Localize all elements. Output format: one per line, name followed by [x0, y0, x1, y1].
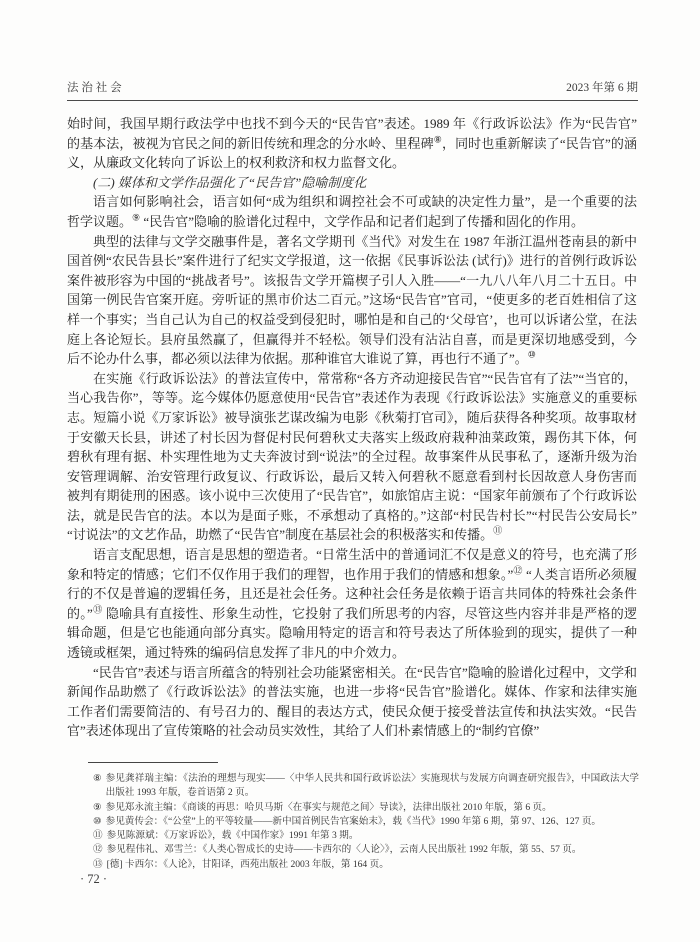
page-number: · 72 · — [80, 872, 108, 886]
footnote-marker: ⑧ — [93, 773, 102, 784]
footnote-marker: ⑫ — [93, 844, 103, 856]
footnote-list — [67, 772, 639, 872]
section-heading: (二) 媒体和文学作品强化了“民告官”隐喻制度化 — [93, 174, 367, 190]
footnote-marker: ⑬ — [93, 858, 103, 870]
body-paragraph: 始时间，我国早期行政法学中也找不到今天的“民告官”表述。1989 年《行政诉讼法》作为“民告官”的基本法，被视为官民之间的新旧传统和理念的分水岭、里程碑⑧，同时也重新解读了“民告官”的涵义，从廉政文化转向了诉讼上的权利救济和权力监督文化。 — [67, 116, 637, 171]
page-header — [67, 79, 638, 95]
footnote-text: 参见黄传会：《“公堂”上的平等较量——新中国首例民告官案始末》，载《当代》1990 年第 6 期，第 97、126、127 页。 — [105, 815, 602, 827]
body-paragraph: 典型的法律与文学交融事件是，著名文学期刊《当代》对发生在 1987 年浙江温州苍南县的新中国首例“农民告县长”案件进行了纪实文学报道，这一依据《民事诉讼法 (试行)》进行的首例行政诉讼案件被形容为中国的“挑战者号”。该报告文学开篇楔子引人入胜——“一九八八年八月二十五日。中国第一例民告官案开庭。旁听证的黑市价达二百元。”这场“民告官”官司，“使更多的老百姓相信了这样一个事实；当自己认为自己的权益受到侵犯时，哪怕是和自己的‘父母官’，也可以诉诸公堂，在法庭上各论短长。县府虽然赢了，但赢得并不轻松。领导们没有沾沾自喜，而是更深切地感受到，今后不论办什么事，都必须以法律为依据。那种谁官大谁说了算，再也行不通了”。⑩ — [67, 233, 637, 367]
issue-label: 2023 年第 6 期 — [566, 82, 638, 94]
footnote-text: 参见程伟礼、邓雪兰：《人类心智成长的史诗——卡西尔的〈人论〉》，云南人民出版社 1992 年版，第 55、57 页。 — [106, 844, 582, 856]
article-body — [67, 114, 637, 741]
footnote-text: [德] 卡西尔：《人论》，甘阳译，西苑出版社 2003 年版，第 164 页。 — [106, 858, 389, 870]
footnote-item — [93, 843, 639, 857]
footnote-item — [93, 858, 639, 872]
header-rule — [67, 100, 638, 101]
body-paragraph: “民告官”表述与语言所蕴含的特别社会功能紧密相关。在“民告官”隐喻的脸谱化过程中，文学和新闻作品助燃了《行政诉讼法》的普法实施，也进一步将“民告官”脸谱化。媒体、作家和法律实施工作者们需要简洁的、有号召力的、醒目的表达方式，使民众便于接受普法宣传和执法实效。“民告官”表述体现出了宣传策略的社会动员实效性，其给了人们朴素情感上的“制约官僚” — [67, 664, 637, 739]
footnote-marker: ⑨ — [93, 801, 102, 813]
footnote-marker: ⑪ — [93, 830, 103, 842]
footnote-item — [93, 815, 639, 829]
footnote-item — [93, 772, 639, 801]
footnote-marker: ⑩ — [93, 815, 102, 827]
body-paragraph: 语言支配思想，语言是思想的塑造者。“日常生活中的普通词汇不仅是意义的符号，也充满了形象和特定的情感；它们不仅作用于我们的理智，也作用于我们的情感和想象。”⑫ “人类言语所必须履行的不仅是普遍的逻辑任务，且还是社会任务。这种社会任务是依赖于语言共同体的特殊社会条件的。”⑬ 隐喻具有直接性、形象生动性，它投射了我们所思考的内容，尽管这些内容并非是严格的逻辑命题，但是它也能通向部分真实。隐喻用特定的语言和符号表达了所体验到的现实，提供了一种透镜或框架，通过特殊的编码信息发挥了非凡的中介效力。 — [67, 547, 637, 661]
footnote-text: 参见陈源斌：《万家诉讼》，载《中国作家》1991 年第 3 期。 — [106, 830, 359, 842]
footnote-divider — [88, 762, 218, 763]
footnote-item — [93, 801, 639, 815]
body-paragraph: 语言如何影响社会，语言如何“成为组织和调控社会不可或缺的决定性力量”，是一个重要的法哲学议题。⑨ “民告官”隐喻的脸谱化过程中，文学作品和记者们起到了传播和固化的作用。 — [67, 194, 637, 229]
footnote-text: 参见龚祥瑞主编：《法治的理想与现实——〈中华人民共和国行政诉讼法〉实施现状与发展方向调查研究报告》，中国政法大学出版社 1993 年版，卷首语第 2 页。 — [105, 773, 639, 799]
body-paragraph: 在实施《行政诉讼法》的普法宣传中，常常称“各方齐动迎接民告官”“民告官有了法”“当官的，当心我告你”，等等。迄今媒体仍愿意使用“民告官”表述作为表现《行政诉讼法》实施意义的重要标志。短篇小说《万家诉讼》被导演张艺谋改编为电影《秋菊打官司》，随后获得各种奖项。故事取材于安徽天长县，讲述了村长因为督促村民何碧秋丈夫落实上级政府栽种油菜政策，踢伤其下体，何碧秋有理有据、朴实理性地为丈夫奔波讨到“说法”的全过程。故事案件从民事私了，逐渐升级为治安管理调解、治安管理行政复议、行政诉讼，最后又转入何碧秋不愿意看到村长因故意人身伤害而被判有期徒刑的困惑。该小说中三次使用了“民告官”，如旅馆店主说：“国家年前颁布了个行政诉讼法，就是民告官的法。本以为是面子账，不承想动了真格的。”这部“村民告村长”“村民告公安局长”“讨说法”的文艺作品，助燃了“民告官”制度在基层社会的积极落实和传播。⑪ — [67, 370, 637, 543]
footnote-text: 参见郑永流主编：《商谈的再思：哈贝马斯〈在事实与规范之间〉导读》，法律出版社 2010 年版，第 6 页。 — [105, 801, 552, 813]
footnote-item — [93, 829, 639, 843]
footnotes-section — [67, 762, 639, 872]
journal-name: 法 治 社 会 — [67, 82, 122, 94]
